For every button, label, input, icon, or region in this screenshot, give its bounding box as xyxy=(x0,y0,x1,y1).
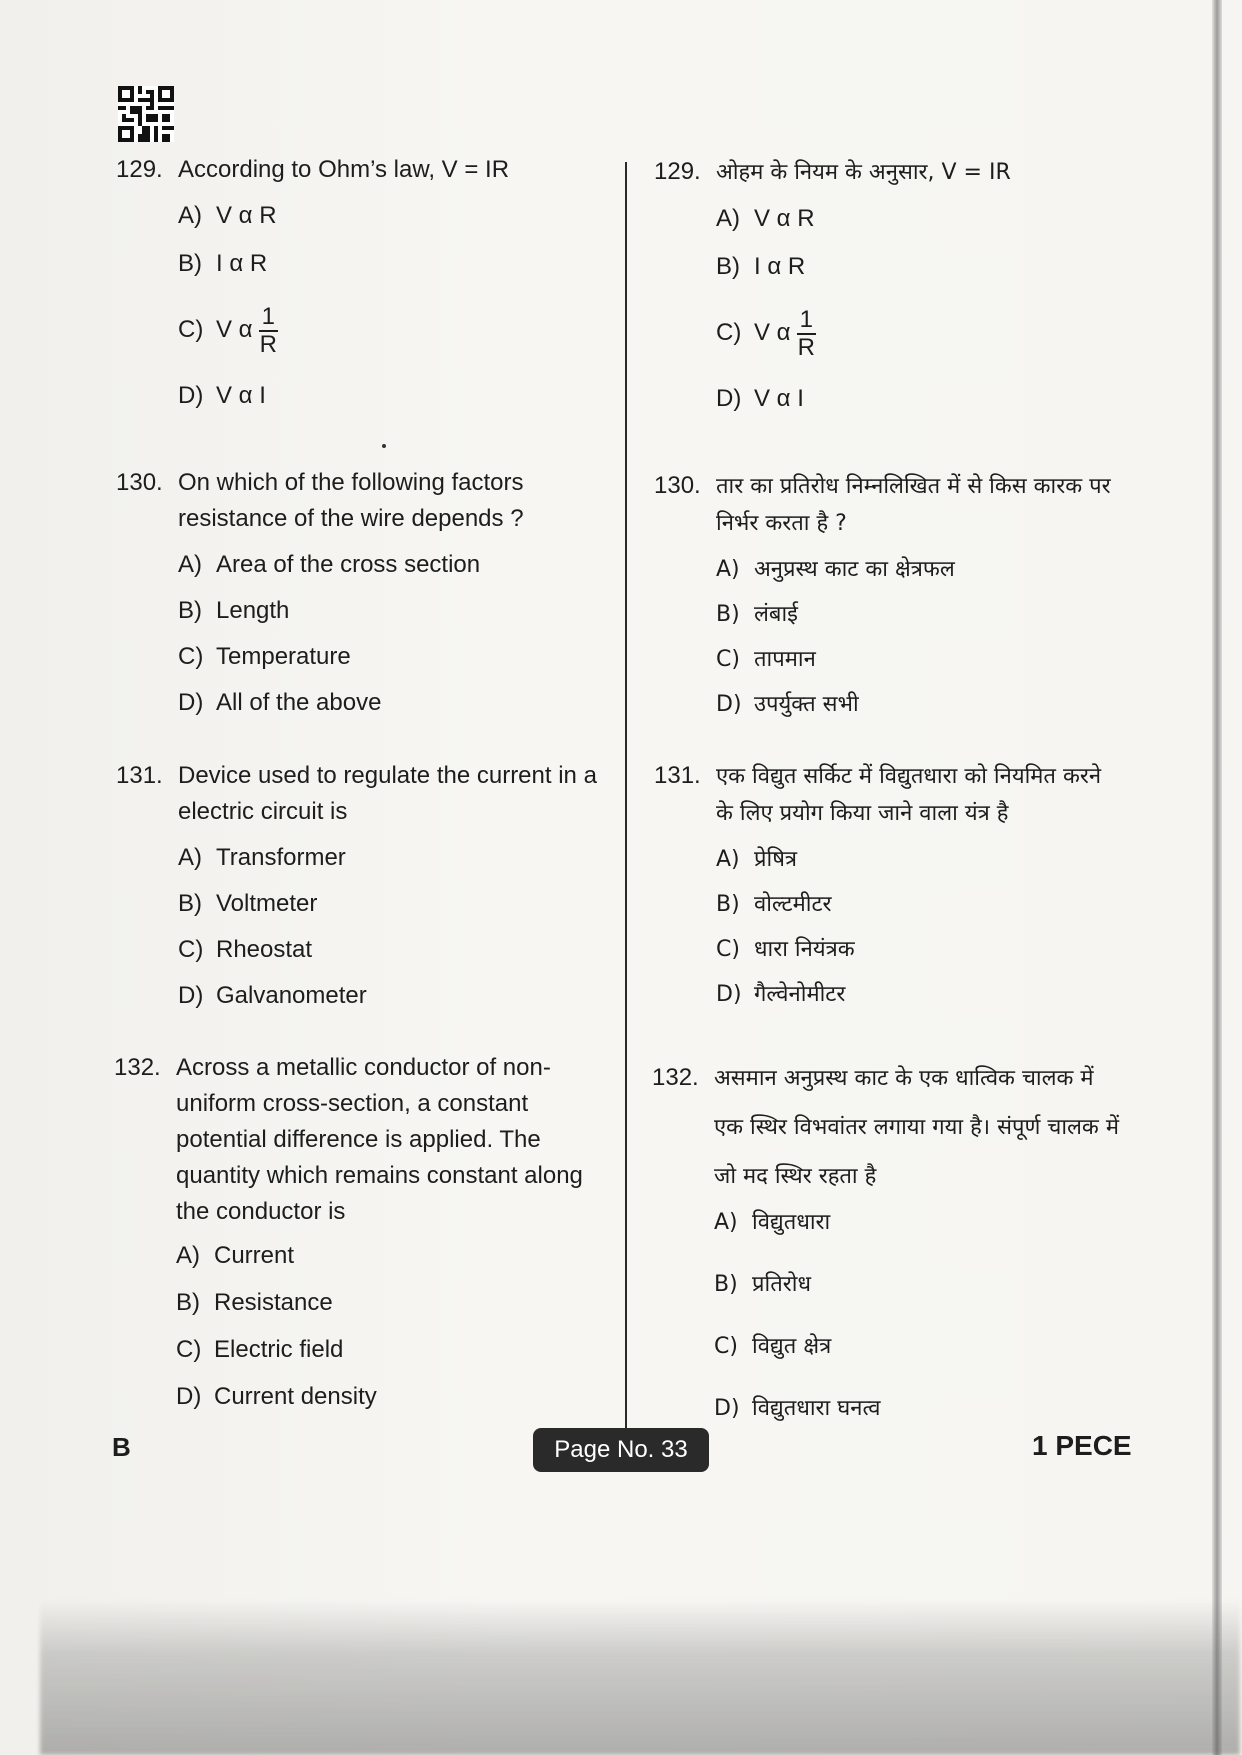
option-a[interactable]: A) Area of the cross section xyxy=(178,551,481,578)
option-c[interactable]: C) धारा नियंत्रक xyxy=(716,937,855,962)
option-a[interactable]: A) प्रेषित्र xyxy=(716,847,798,872)
option-a[interactable]: A) विद्युतधारा xyxy=(714,1210,831,1235)
option-a[interactable]: A) अनुप्रस्थ काट का क्षेत्रफल xyxy=(716,557,955,582)
fraction: $\frac{1}{R}$ xyxy=(797,305,815,361)
question-number: 131. xyxy=(116,762,163,789)
option-c[interactable]: C) तापमान xyxy=(716,647,816,672)
column-divider xyxy=(625,162,627,1444)
question-number: 132. xyxy=(114,1054,161,1081)
question-text: On which of the following factors resistance of the wire depends ? xyxy=(178,469,524,532)
question-number: 130. xyxy=(116,469,163,496)
option-c[interactable]: C) विद्युत क्षेत्र xyxy=(714,1334,832,1359)
option-d[interactable]: D) V α I xyxy=(178,382,266,409)
option-d[interactable]: D) Current density xyxy=(176,1383,377,1410)
question-text: तार का प्रतिरोध निम्नलिखित में से किस कारक पर निर्भर करता है ? xyxy=(716,474,1111,536)
question-text: Across a metallic conductor of non-uniform cross-section, a constant potential difference is applied. The quantity which remains constant along the conductor is xyxy=(176,1054,583,1225)
option-b[interactable]: B) I α R xyxy=(178,250,268,277)
option-c[interactable]: C) Electric field xyxy=(176,1336,344,1363)
option-d[interactable]: D) उपर्युक्त सभी xyxy=(716,692,859,717)
question-text: असमान अनुप्रस्थ काट के एक धात्विक चालक में एक स्थिर विभवांतर लगाया गया है। संपूर्ण चालक में जो मद स्थिर रहता है xyxy=(714,1066,1119,1189)
option-d[interactable]: D) V α I xyxy=(716,385,804,412)
question-130-en xyxy=(116,465,596,731)
paper-code: 1 PECE xyxy=(1032,1430,1132,1461)
qr-code-icon xyxy=(118,86,174,142)
scan-shadow xyxy=(40,1600,1240,1755)
question-number: 131. xyxy=(654,762,701,789)
stray-mark xyxy=(382,444,386,448)
option-a[interactable]: A) Current xyxy=(176,1242,295,1269)
option-b[interactable]: B) प्रतिरोध xyxy=(714,1272,811,1297)
option-d[interactable]: D) Galvanometer xyxy=(178,982,367,1009)
option-b[interactable]: B) Length xyxy=(178,597,290,624)
option-a[interactable]: A) V α R xyxy=(178,202,277,229)
question-number: 129. xyxy=(654,158,701,185)
question-129-hi xyxy=(654,154,1124,429)
option-b[interactable]: B) लंबाई xyxy=(716,602,798,627)
option-b[interactable]: B) वोल्टमीटर xyxy=(716,892,832,917)
question-text: एक विद्युत सर्किट में विद्युतधारा को नियमित करने के लिए प्रयोग किया जाने वाला यंत्र है xyxy=(716,764,1102,826)
question-text: Device used to regulate the current in a electric circuit is xyxy=(178,762,597,825)
option-a[interactable]: A) Transformer xyxy=(178,844,346,871)
option-c[interactable]: C) V α $\frac{1}{R}$ xyxy=(178,302,277,358)
fraction: $\frac{1}{R}$ xyxy=(259,302,277,358)
question-132-en xyxy=(114,1050,610,1426)
option-d[interactable]: D) विद्युतधारा घनत्व xyxy=(714,1396,881,1421)
option-b[interactable]: B) Voltmeter xyxy=(178,890,318,917)
question-129-en xyxy=(116,152,596,426)
question-131-en xyxy=(116,758,606,1024)
question-text: ओहम के नियम के अनुसार, V = IR xyxy=(716,160,1011,185)
option-b[interactable]: B) I α R xyxy=(716,253,806,280)
question-130-hi xyxy=(654,468,1124,732)
option-c[interactable]: C) V α $\frac{1}{R}$ xyxy=(716,305,815,361)
booklet-set: B xyxy=(112,1432,131,1462)
question-number: 132. xyxy=(652,1064,699,1091)
option-c[interactable]: C) Temperature xyxy=(178,643,351,670)
question-131-hi xyxy=(654,758,1124,1022)
question-number: 130. xyxy=(654,472,701,499)
option-c[interactable]: C) Rheostat xyxy=(178,936,313,963)
option-d[interactable]: D) गैल्वेनोमीटर xyxy=(716,982,846,1007)
option-d[interactable]: D) All of the above xyxy=(178,689,382,716)
question-text: According to Ohm’s law, V = IR xyxy=(178,156,510,183)
option-b[interactable]: B) Resistance xyxy=(176,1289,333,1316)
option-a[interactable]: A) V α R xyxy=(716,205,815,232)
page-number-badge: Page No. 33 xyxy=(533,1428,709,1472)
question-132-hi xyxy=(652,1054,1124,1439)
page-edge xyxy=(1212,0,1222,1755)
question-number: 129. xyxy=(116,156,163,183)
